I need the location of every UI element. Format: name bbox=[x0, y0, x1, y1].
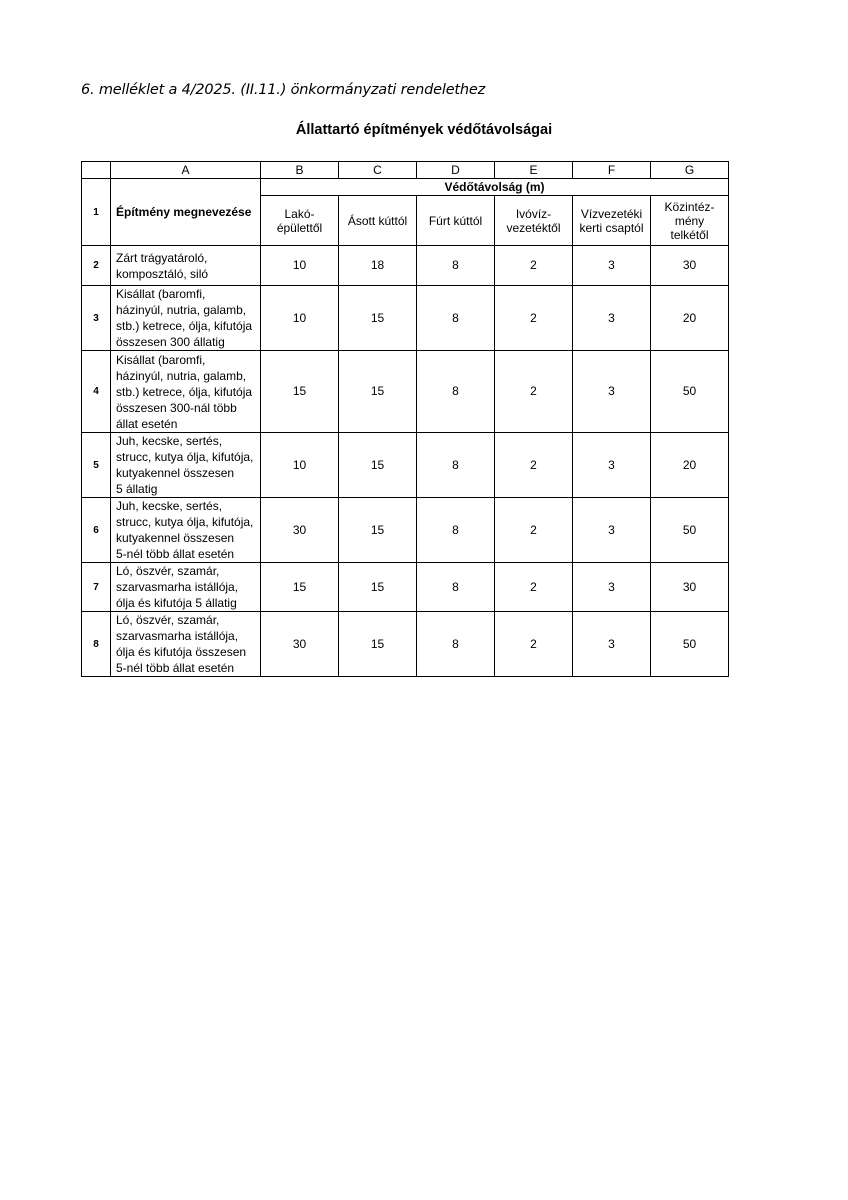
column-letter: F bbox=[573, 162, 651, 179]
distance-value-cell: 10 bbox=[261, 286, 339, 351]
building-name-cell: Kisállat (baromfi, házinyúl, nutria, galamb, stb.) ketrece, ólja, kifutója összesen 300 állatig bbox=[111, 286, 261, 351]
row-number: 7 bbox=[82, 563, 111, 612]
distance-value-cell: 8 bbox=[417, 246, 495, 286]
distance-value-cell: 3 bbox=[573, 498, 651, 563]
distance-value-cell: 8 bbox=[417, 612, 495, 677]
distance-value-cell: 2 bbox=[495, 563, 573, 612]
column-letter: G bbox=[651, 162, 729, 179]
building-name-cell: Ló, öszvér, szamár, szarvasmarha istállója, ólja és kifutója összesen 5-nél több állat esetén bbox=[111, 612, 261, 677]
distance-value-cell: 30 bbox=[261, 612, 339, 677]
distance-value-cell: 30 bbox=[651, 563, 729, 612]
row-number: 4 bbox=[82, 351, 111, 433]
distance-value-cell: 50 bbox=[651, 351, 729, 433]
row-number: 3 bbox=[82, 286, 111, 351]
table-row bbox=[82, 612, 729, 677]
distance-value-cell: 2 bbox=[495, 246, 573, 286]
distance-column-header: Lakó- épülettől bbox=[261, 196, 339, 246]
distance-column-header: Közintéz- mény telkétől bbox=[651, 196, 729, 246]
distance-column-header: Fúrt kúttól bbox=[417, 196, 495, 246]
distance-value-cell: 3 bbox=[573, 351, 651, 433]
distance-value-cell: 15 bbox=[261, 351, 339, 433]
corner-cell bbox=[82, 162, 111, 179]
distance-value-cell: 10 bbox=[261, 246, 339, 286]
distance-value-cell: 2 bbox=[495, 286, 573, 351]
distance-group-header: Védőtávolság (m) bbox=[261, 179, 729, 196]
distance-value-cell: 3 bbox=[573, 286, 651, 351]
table-row bbox=[82, 433, 729, 498]
building-name-cell: Kisállat (baromfi, házinyúl, nutria, galamb, stb.) ketrece, ólja, kifutója összesen 300-nál több állat esetén bbox=[111, 351, 261, 433]
distance-value-cell: 20 bbox=[651, 286, 729, 351]
distance-value-cell: 20 bbox=[651, 433, 729, 498]
row-number: 6 bbox=[82, 498, 111, 563]
distance-value-cell: 15 bbox=[261, 563, 339, 612]
distance-value-cell: 2 bbox=[495, 612, 573, 677]
distance-value-cell: 30 bbox=[651, 246, 729, 286]
distance-value-cell: 8 bbox=[417, 498, 495, 563]
distance-value-cell: 18 bbox=[339, 246, 417, 286]
distance-value-cell: 2 bbox=[495, 498, 573, 563]
distance-value-cell: 2 bbox=[495, 433, 573, 498]
column-letter: E bbox=[495, 162, 573, 179]
distance-value-cell: 50 bbox=[651, 612, 729, 677]
distance-value-cell: 30 bbox=[261, 498, 339, 563]
row-number: 5 bbox=[82, 433, 111, 498]
distance-value-cell: 15 bbox=[339, 612, 417, 677]
column-letter: B bbox=[261, 162, 339, 179]
protection-distance-table bbox=[81, 161, 729, 677]
distance-value-cell: 15 bbox=[339, 351, 417, 433]
distance-value-cell: 15 bbox=[339, 286, 417, 351]
table-row bbox=[82, 286, 729, 351]
row-number: 1 bbox=[82, 179, 111, 246]
distance-column-header: Ásott kúttól bbox=[339, 196, 417, 246]
column-letter-row bbox=[82, 162, 729, 179]
distance-value-cell: 3 bbox=[573, 246, 651, 286]
building-name-cell: Juh, kecske, sertés, strucc, kutya ólja, kifutója, kutyakennel összesen 5-nél több állat esetén bbox=[111, 498, 261, 563]
distance-value-cell: 2 bbox=[495, 351, 573, 433]
distance-column-header: Vízvezetéki kerti csaptól bbox=[573, 196, 651, 246]
table-row bbox=[82, 351, 729, 433]
distance-value-cell: 8 bbox=[417, 286, 495, 351]
building-name-cell: Zárt trágyatároló, komposztáló, siló bbox=[111, 246, 261, 286]
distance-value-cell: 50 bbox=[651, 498, 729, 563]
table-row bbox=[82, 498, 729, 563]
distance-column-header: Ivóvíz- vezetéktől bbox=[495, 196, 573, 246]
distance-value-cell: 15 bbox=[339, 498, 417, 563]
table-body bbox=[82, 246, 729, 677]
distance-value-cell: 8 bbox=[417, 433, 495, 498]
column-letter: C bbox=[339, 162, 417, 179]
column-letter: D bbox=[417, 162, 495, 179]
row-number: 8 bbox=[82, 612, 111, 677]
annex-reference: 6. melléklet a 4/2025. (II.11.) önkormányzati rendelethez bbox=[81, 82, 486, 98]
distance-value-cell: 3 bbox=[573, 612, 651, 677]
distance-value-cell: 8 bbox=[417, 351, 495, 433]
name-column-header: Építmény megnevezése bbox=[111, 179, 261, 246]
document-title: Állattartó építmények védőtávolságai bbox=[295, 122, 553, 138]
table-row bbox=[82, 246, 729, 286]
distance-value-cell: 15 bbox=[339, 563, 417, 612]
distance-value-cell: 8 bbox=[417, 563, 495, 612]
table-row bbox=[82, 563, 729, 612]
header-row bbox=[82, 179, 729, 196]
distance-value-cell: 15 bbox=[339, 433, 417, 498]
distance-value-cell: 3 bbox=[573, 433, 651, 498]
column-letter: A bbox=[111, 162, 261, 179]
distance-value-cell: 3 bbox=[573, 563, 651, 612]
distance-value-cell: 10 bbox=[261, 433, 339, 498]
building-name-cell: Ló, öszvér, szamár, szarvasmarha istállója, ólja és kifutója 5 állatig bbox=[111, 563, 261, 612]
row-number: 2 bbox=[82, 246, 111, 286]
building-name-cell: Juh, kecske, sertés, strucc, kutya ólja, kifutója, kutyakennel összesen 5 állatig bbox=[111, 433, 261, 498]
